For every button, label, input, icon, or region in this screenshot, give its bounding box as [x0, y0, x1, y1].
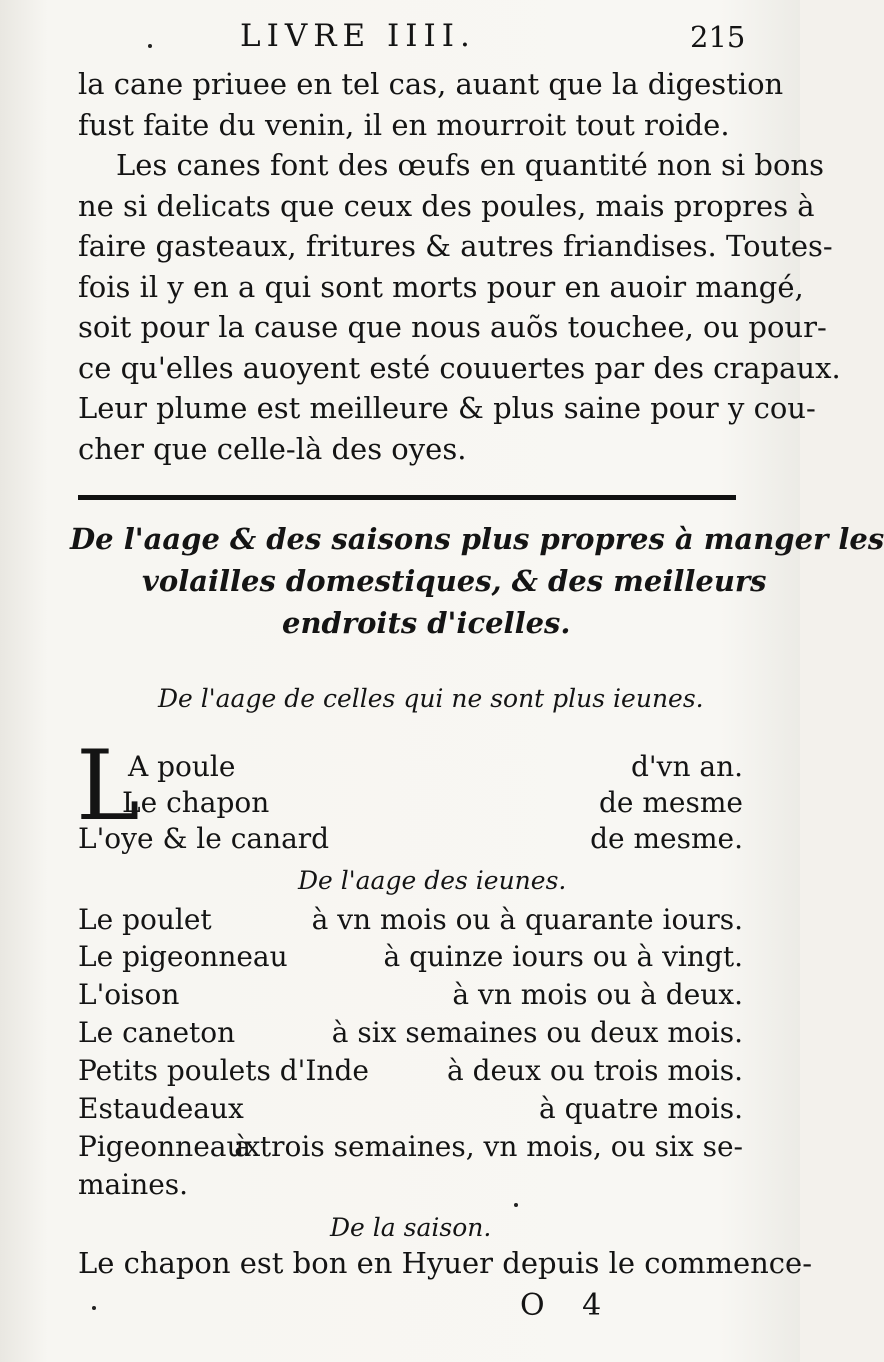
- continuation-text: maines.: [78, 1168, 189, 1201]
- bird-name: Le caneton: [78, 1016, 236, 1049]
- text-line: Leur plume est meilleure & plus saine pour y cou-: [78, 391, 816, 425]
- bird-name: Estaudeaux: [78, 1092, 244, 1125]
- text-line: cher que celle-là des oyes.: [78, 431, 467, 466]
- bird-name: Le poulet: [78, 903, 212, 936]
- table-row: [78, 750, 743, 786]
- table-row: [78, 978, 743, 1014]
- text-line: Les canes font des œufs en quantité non si bons: [116, 148, 824, 182]
- bird-name: Petits poulets d'Inde: [78, 1054, 369, 1087]
- table-row: [78, 1130, 743, 1166]
- bird-age: d'vn an.: [631, 750, 743, 783]
- subheading-young: De l'aage des ieunes.: [298, 866, 567, 895]
- bird-age: à deux ou trois mois.: [447, 1054, 743, 1087]
- running-title: LIVRE IIII.: [240, 18, 476, 54]
- bird-age: à vn mois ou à deux.: [452, 978, 743, 1011]
- text-line: fust faite du venin, il en mourroit tout roide.: [78, 107, 730, 142]
- table-row: [78, 903, 743, 939]
- drop-cap: L: [76, 730, 140, 842]
- table-row: [78, 940, 743, 976]
- bird-name: A poule: [128, 750, 236, 783]
- text-line: la cane priuee en tel cas, auant que la digestion: [78, 67, 784, 101]
- section-title-line: De l'aage & des saisons plus propres à manger les: [70, 522, 884, 556]
- table-row: [78, 1092, 743, 1128]
- page-number: 215: [690, 20, 746, 54]
- table-row-continuation: [78, 1168, 743, 1204]
- bird-age: à trois semaines, vn mois, ou six se-: [234, 1130, 743, 1163]
- bird-name: Pigeonneaux: [78, 1130, 261, 1163]
- signature-mark: O 4: [520, 1288, 616, 1323]
- section-title-line: endroits d'icelles.: [282, 606, 571, 640]
- table-row: [78, 1016, 743, 1052]
- subheading-season: De la saison.: [330, 1213, 492, 1242]
- text-line: fois il y en a qui sont morts pour en auoir mangé,: [78, 269, 804, 304]
- body-text: [78, 64, 841, 469]
- section-title: [70, 518, 884, 644]
- bird-age: à six semaines ou deux mois.: [331, 1016, 743, 1049]
- bird-age: à vn mois ou à quarante iours.: [311, 903, 743, 936]
- bird-age: à quatre mois.: [539, 1092, 743, 1125]
- bird-name: L'oison: [78, 978, 180, 1011]
- bird-age: à quinze iours ou à vingt.: [383, 940, 743, 973]
- text-line: ce qu'elles auoyent esté couuertes par des crapaux.: [78, 350, 841, 385]
- table-row: [78, 786, 743, 822]
- bird-name: Le chapon: [122, 786, 270, 819]
- bird-name: Le pigeonneau: [78, 940, 288, 973]
- text-line: faire gasteaux, fritures & autres friandises. Toutes-: [78, 229, 833, 263]
- ink-speck: [92, 1306, 96, 1310]
- ink-speck: [148, 44, 152, 48]
- bird-age: de mesme.: [590, 822, 743, 855]
- table-row: [78, 1054, 743, 1090]
- ink-speck: [514, 1203, 518, 1207]
- table-row: [78, 822, 743, 858]
- body-text-line: [78, 1246, 812, 1282]
- bird-name: L'oye & le canard: [78, 822, 330, 855]
- bird-age: de mesme: [598, 786, 743, 819]
- running-header: [0, 18, 800, 58]
- text-line: Le chapon est bon en Hyuer depuis le commence-: [78, 1246, 812, 1280]
- section-title-line: volailles domestiques, & des meilleurs: [142, 564, 767, 598]
- text-line: ne si delicats que ceux des poules, mais propres à: [78, 188, 815, 223]
- section-divider: [78, 495, 736, 500]
- text-line: soit pour la cause que nous auõs touchee, ou pour-: [78, 310, 827, 344]
- subheading-old: De l'aage de celles qui ne sont plus ieunes.: [158, 684, 704, 713]
